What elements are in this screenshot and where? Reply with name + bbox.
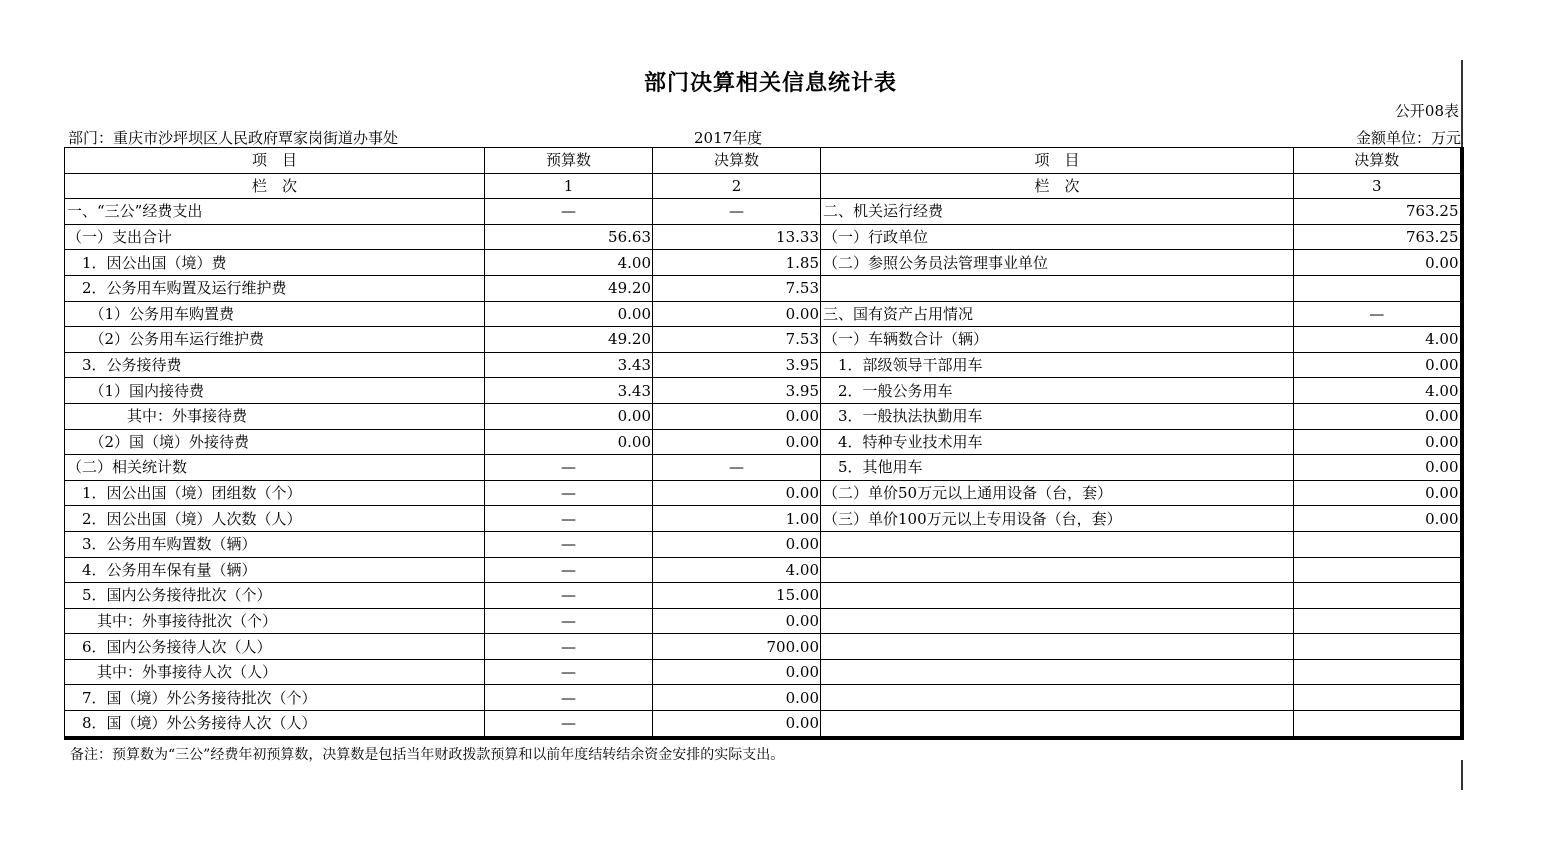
row-final-right bbox=[1294, 634, 1462, 660]
table-row bbox=[65, 199, 1462, 225]
row-item: 2．因公出国（境）人次数（人） bbox=[65, 506, 485, 532]
row-final: 1.00 bbox=[653, 506, 821, 532]
table-row bbox=[65, 378, 1462, 404]
row-item: 其中：外事接待人次（人） bbox=[65, 659, 485, 685]
row-final: 3.95 bbox=[653, 378, 821, 404]
table-row bbox=[65, 429, 1462, 455]
row-budget: — bbox=[485, 531, 653, 557]
page-title: 部门决算相关信息统计表 bbox=[643, 71, 897, 96]
column-number-row bbox=[65, 173, 1462, 199]
statistics-table bbox=[64, 147, 1464, 740]
table-row bbox=[65, 685, 1462, 711]
row-budget: — bbox=[485, 480, 653, 506]
row-item: 6．国内公务接待人次（人） bbox=[65, 634, 485, 660]
row-item: 4．公务用车保有量（辆） bbox=[65, 557, 485, 583]
row-item-right: （三）单价100万元以上专用设备（台，套） bbox=[821, 506, 1294, 532]
table-row bbox=[65, 224, 1462, 250]
row-budget: 4.00 bbox=[485, 250, 653, 276]
row-budget: — bbox=[485, 455, 653, 481]
row-final-right: 4.00 bbox=[1294, 378, 1462, 404]
table-header-row bbox=[65, 148, 1462, 174]
row-final-right: 0.00 bbox=[1294, 250, 1462, 276]
row-budget: 0.00 bbox=[485, 301, 653, 327]
row-final-right: 763.25 bbox=[1294, 224, 1462, 250]
row-budget: — bbox=[485, 557, 653, 583]
department-label: 部门：重庆市沙坪坝区人民政府覃家岗街道办事处 bbox=[68, 129, 399, 147]
row-final-right: — bbox=[1294, 301, 1462, 327]
table-code: 公开08表 bbox=[1394, 102, 1459, 120]
table-row bbox=[65, 531, 1462, 557]
table-row bbox=[65, 403, 1462, 429]
row-item-right: （二）单价50万元以上通用设备（台，套） bbox=[821, 480, 1294, 506]
row-budget: 0.00 bbox=[485, 403, 653, 429]
row-item: 其中：外事接待批次（个） bbox=[65, 608, 485, 634]
row-final-right: 0.00 bbox=[1294, 506, 1462, 532]
row-final-right bbox=[1294, 557, 1462, 583]
table-row bbox=[65, 583, 1462, 609]
row-budget: — bbox=[485, 659, 653, 685]
row-final: 0.00 bbox=[653, 659, 821, 685]
row-item: （一）支出合计 bbox=[65, 224, 485, 250]
row-final-right: 0.00 bbox=[1294, 352, 1462, 378]
row-item-right bbox=[821, 557, 1294, 583]
table-row bbox=[65, 711, 1462, 738]
header-final: 决算数 bbox=[653, 148, 821, 174]
row-budget: 3.43 bbox=[485, 378, 653, 404]
row-budget: — bbox=[485, 199, 653, 225]
row-item: 3．公务用车购置数（辆） bbox=[65, 531, 485, 557]
row-item: （2）公务用车运行维护费 bbox=[65, 327, 485, 353]
row-budget: 49.20 bbox=[485, 275, 653, 301]
row-item-right: （一）行政单位 bbox=[821, 224, 1294, 250]
table-row bbox=[65, 352, 1462, 378]
row-item-right: （二）参照公务员法管理事业单位 bbox=[821, 250, 1294, 276]
row-item-right bbox=[821, 659, 1294, 685]
row-final: 7.53 bbox=[653, 275, 821, 301]
table-row bbox=[65, 455, 1462, 481]
row-item: 8．国（境）外公务接待人次（人） bbox=[65, 711, 485, 738]
row-budget: — bbox=[485, 711, 653, 738]
table-row bbox=[65, 608, 1462, 634]
row-final-right bbox=[1294, 583, 1462, 609]
row-final: 13.33 bbox=[653, 224, 821, 250]
row-final: 0.00 bbox=[653, 711, 821, 738]
row-item: （1）国内接待费 bbox=[65, 378, 485, 404]
row-item-right bbox=[821, 275, 1294, 301]
row-budget: 56.63 bbox=[485, 224, 653, 250]
header-budget: 预算数 bbox=[485, 148, 653, 174]
row-item-right: 二、机关运行经费 bbox=[821, 199, 1294, 225]
row-item: 5．国内公务接待批次（个） bbox=[65, 583, 485, 609]
row-final: 4.00 bbox=[653, 557, 821, 583]
row-item: （二）相关统计数 bbox=[65, 455, 485, 481]
row-item-right bbox=[821, 711, 1294, 738]
row-final: 0.00 bbox=[653, 685, 821, 711]
row-budget: 49.20 bbox=[485, 327, 653, 353]
row-budget: — bbox=[485, 608, 653, 634]
footnote: 备注：预算数为“三公”经费年初预算数，决算数是包括当年财政拨款预算和以前年度结转结余资金安排的实际支出。 bbox=[70, 747, 785, 763]
row-item-right: 1．部级领导干部用车 bbox=[821, 352, 1294, 378]
row-item-right: 4．特种专业技术用车 bbox=[821, 429, 1294, 455]
row-item-right: 2．一般公务用车 bbox=[821, 378, 1294, 404]
row-final: 700.00 bbox=[653, 634, 821, 660]
row-budget: — bbox=[485, 506, 653, 532]
amount-unit: 金额单位：万元 bbox=[1355, 129, 1461, 147]
row-final-right bbox=[1294, 711, 1462, 738]
row-final: 0.00 bbox=[653, 531, 821, 557]
row-final-right: 4.00 bbox=[1294, 327, 1462, 353]
row-final: — bbox=[653, 455, 821, 481]
row-final-right bbox=[1294, 608, 1462, 634]
row-item-right bbox=[821, 608, 1294, 634]
row-item: 3．公务接待费 bbox=[65, 352, 485, 378]
row-final-right bbox=[1294, 531, 1462, 557]
row-final-right: 0.00 bbox=[1294, 403, 1462, 429]
row-budget: — bbox=[485, 634, 653, 660]
row-item-right bbox=[821, 634, 1294, 660]
row-final: 0.00 bbox=[653, 480, 821, 506]
row-final: 0.00 bbox=[653, 301, 821, 327]
row-item-right bbox=[821, 685, 1294, 711]
row-final: — bbox=[653, 199, 821, 225]
row-item: 其中：外事接待费 bbox=[65, 403, 485, 429]
row-final-right: 0.00 bbox=[1294, 429, 1462, 455]
row-budget: 0.00 bbox=[485, 429, 653, 455]
row-final-right bbox=[1294, 659, 1462, 685]
row-final-right bbox=[1294, 685, 1462, 711]
column-label-right: 栏 次 bbox=[821, 173, 1294, 199]
row-final: 0.00 bbox=[653, 429, 821, 455]
row-item: 一、“三公”经费支出 bbox=[65, 199, 485, 225]
row-final: 0.00 bbox=[653, 608, 821, 634]
table-row bbox=[65, 250, 1462, 276]
row-item: （1）公务用车购置费 bbox=[65, 301, 485, 327]
row-final: 7.53 bbox=[653, 327, 821, 353]
table-row bbox=[65, 506, 1462, 532]
row-item-right: 3．一般执法执勤用车 bbox=[821, 403, 1294, 429]
row-item-right bbox=[821, 531, 1294, 557]
table-row bbox=[65, 275, 1462, 301]
header-final-right: 决算数 bbox=[1294, 148, 1462, 174]
row-final: 15.00 bbox=[653, 583, 821, 609]
row-budget: — bbox=[485, 685, 653, 711]
fiscal-year: 2017年度 bbox=[694, 129, 763, 147]
row-item: 1．因公出国（境）团组数（个） bbox=[65, 480, 485, 506]
table-row bbox=[65, 301, 1462, 327]
row-item-right bbox=[821, 583, 1294, 609]
table-row bbox=[65, 659, 1462, 685]
row-final-right: 0.00 bbox=[1294, 480, 1462, 506]
table-row bbox=[65, 480, 1462, 506]
row-budget: 3.43 bbox=[485, 352, 653, 378]
header-item: 项 目 bbox=[65, 148, 485, 174]
table-row bbox=[65, 557, 1462, 583]
column-number: 3 bbox=[1294, 173, 1462, 199]
column-number: 2 bbox=[653, 173, 821, 199]
column-label: 栏 次 bbox=[65, 173, 485, 199]
row-final-right: 763.25 bbox=[1294, 199, 1462, 225]
page-edge-line bbox=[1461, 760, 1463, 790]
table-row bbox=[65, 327, 1462, 353]
row-item: 1．因公出国（境）费 bbox=[65, 250, 485, 276]
table-row bbox=[65, 634, 1462, 660]
row-item-right: 5．其他用车 bbox=[821, 455, 1294, 481]
row-item-right: 三、国有资产占用情况 bbox=[821, 301, 1294, 327]
row-final: 1.85 bbox=[653, 250, 821, 276]
column-number: 1 bbox=[485, 173, 653, 199]
row-final-right bbox=[1294, 275, 1462, 301]
row-item: 7．国（境）外公务接待批次（个） bbox=[65, 685, 485, 711]
row-item: （2）国（境）外接待费 bbox=[65, 429, 485, 455]
row-item-right: （一）车辆数合计（辆） bbox=[821, 327, 1294, 353]
row-final: 0.00 bbox=[653, 403, 821, 429]
row-final: 3.95 bbox=[653, 352, 821, 378]
header-item-right: 项 目 bbox=[821, 148, 1294, 174]
row-item: 2．公务用车购置及运行维护费 bbox=[65, 275, 485, 301]
row-final-right: 0.00 bbox=[1294, 455, 1462, 481]
row-budget: — bbox=[485, 583, 653, 609]
